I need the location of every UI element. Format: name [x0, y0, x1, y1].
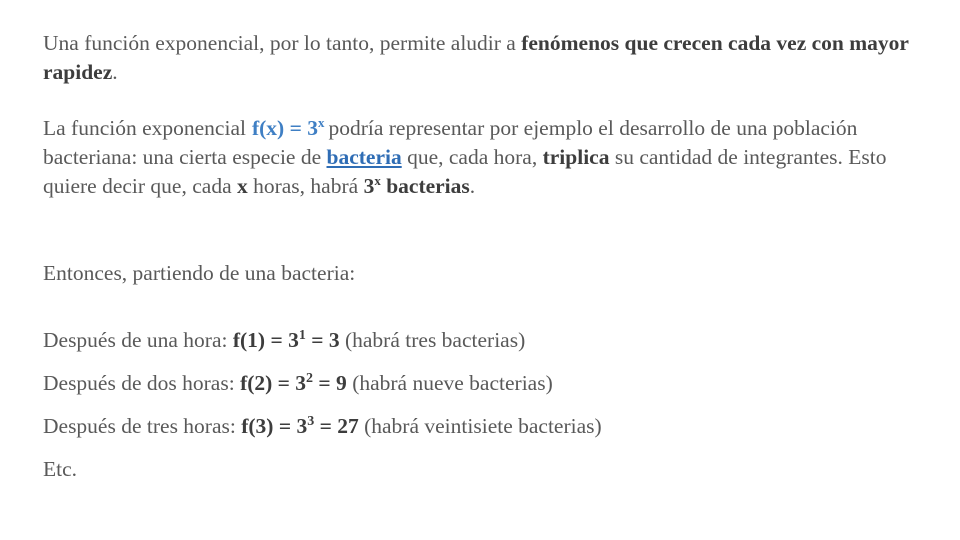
function-exponent: x — [317, 114, 325, 130]
x-bold: x — [236, 174, 248, 198]
example-paragraph — [43, 114, 923, 201]
intro-period: . — [112, 60, 118, 84]
bacteria-link[interactable]: bacteria — [326, 145, 402, 169]
example-text-4: horas, habrá — [247, 174, 364, 198]
example-text-3: su cantidad de integrantes. Esto quiere decir que, cada — [43, 145, 887, 198]
starting-paragraph: Entonces, partiendo de una bacteria: — [43, 261, 356, 285]
step-three-hours: Después de tres horas: $f(3) = 3^3 = 27$ (habrá veintisiete bacterias) — [43, 413, 602, 438]
intro-bold-phrase: fenómenos que crecen cada vez con mayor rapidez — [43, 31, 909, 84]
function-formula: $f(x) = 3^x$ — [251, 114, 325, 140]
example-lead: La función exponencial — [43, 116, 246, 140]
bacteria-count-bold: 3$^x$ bacterias — [363, 172, 470, 198]
triplica-bold: triplica — [542, 145, 610, 169]
example-text-1: podría representar por ejemplo el desarrollo de una población bacteriana: una cierta especie de — [43, 116, 858, 169]
step-formula: $f(3) = 3^3 = 27$ — [241, 413, 359, 438]
step-one-hour: Después de una hora: $f(1) = 3^1 = 3$ (habrá tres bacterias) — [43, 327, 526, 352]
etc-text: Etc. — [43, 457, 78, 481]
step-formula: $f(2) = 3^2 = 9$ — [240, 370, 347, 395]
intro-text: Una función exponencial, por lo tanto, permite aludir a — [43, 31, 522, 55]
example-period: . — [469, 174, 476, 198]
step-formula: $f(1) = 3^1 = 3$ — [232, 327, 340, 352]
intro-paragraph — [43, 29, 923, 87]
step-two-hours: Después de dos horas: $f(2) = 3^2 = 9$ (habrá nueve bacterias) — [43, 370, 553, 395]
example-text-2: que, cada hora, — [401, 145, 543, 169]
